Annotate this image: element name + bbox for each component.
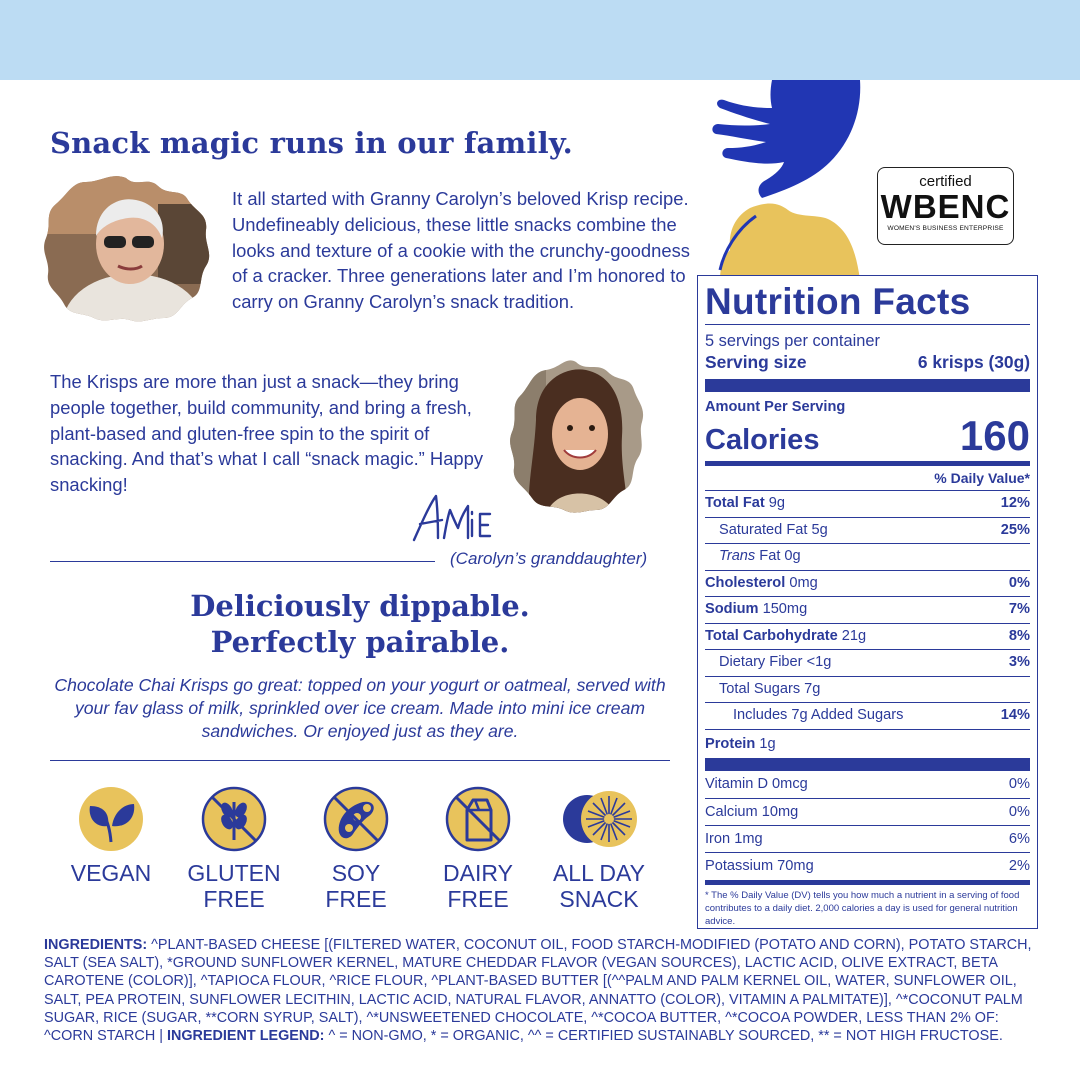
dietary-badges (62, 786, 662, 916)
badge-soy-free-line-1: SOY (331, 860, 381, 886)
calories-label: Calories (705, 424, 820, 456)
dippable-heading (50, 588, 670, 660)
dippable-heading-line-2: Perfectly pairable. (210, 625, 510, 659)
badge-all-day-snack (544, 786, 654, 912)
wbenc-certified-text: certified (919, 173, 972, 190)
saturated-fat-row (705, 517, 1030, 544)
wbenc-subtitle: WOMEN'S BUSINESS ENTERPRISE (887, 225, 1004, 232)
servings-per-container: 5 servings per container (705, 332, 880, 350)
pairing-paragraph: Chocolate Chai Krisps go great: topped on your yogurt or oatmeal, served with your fav glass of milk, sprinkled over ice cream. Made into mini ice cream sandwiches. Or enjoyed just as they are. (54, 675, 666, 741)
nutrition-footnote: * The % Daily Value (DV) tells you how much a nutrient in a serving of food contributes to a daily diet. 2,000 calories a day is used for general nutrition advice. (705, 889, 1020, 927)
total-fat-amount: 9g (768, 495, 786, 511)
amie-portrait-photo (506, 360, 646, 516)
potassium-label: Potassium 70mg (705, 857, 814, 874)
dippable-heading-line-1: Deliciously dippable. (190, 589, 530, 623)
iron-row (705, 825, 1030, 852)
serving-size-row (705, 351, 1030, 373)
calcium-dv: 0% (1008, 803, 1030, 820)
wbenc-name: WBENC (880, 188, 1011, 225)
hand-holding-krisp-illustration (680, 80, 880, 280)
pairing-divider (50, 760, 670, 761)
total-carbohydrate-amount: 21g (841, 627, 867, 644)
protein-label: Protein (705, 735, 756, 752)
serving-size-value: 6 krisps (30g) (917, 352, 1030, 372)
no-soy-icon (323, 786, 389, 852)
calcium-row (705, 798, 1030, 825)
signature-caption: (Carolyn’s granddaughter) (450, 549, 648, 568)
total-carbohydrate-dv: 8% (1008, 627, 1030, 644)
sun-moon-icon (557, 786, 641, 852)
no-wheat-icon (201, 786, 267, 852)
added-sugars-dv: 14% (1000, 707, 1030, 723)
story-paragraph-2: The Krisps are more than just a snack—they bring people together, build community, and bring a fresh, plant-based and gluten-free spin to the spirit of snacking. And that’s what I call “snack magic.” Happy snacking! (50, 371, 484, 496)
badge-all-day-line-2: SNACK (559, 886, 639, 912)
leaf-icon (78, 786, 144, 852)
added-sugars-row (705, 702, 1030, 729)
daily-value-header: % Daily Value* (934, 470, 1030, 486)
badge-dairy-free-line-1: DAIRY (443, 860, 513, 886)
protein-amount: 1g (759, 735, 776, 752)
dietary-fiber-dv: 3% (1008, 654, 1030, 670)
nutrition-title: Nutrition Facts (705, 281, 971, 322)
sodium-dv: 7% (1008, 601, 1030, 617)
granny-carolyn-photo (38, 174, 214, 324)
saturated-fat-dv: 25% (1000, 521, 1030, 538)
top-color-band (0, 0, 1080, 80)
badge-dairy-free-line-2: FREE (447, 886, 509, 912)
family-heading: Snack magic runs in our family. (50, 126, 573, 160)
calories-value: 160 (959, 412, 1030, 459)
total-fat-row (705, 490, 1030, 517)
badge-gluten-free-line-2: FREE (203, 886, 265, 912)
badge-gluten-free (179, 786, 289, 912)
ingredient-legend-text: ^ = NON-GMO, * = ORGANIC, ^^ = CERTIFIED SUSTAINABLY SOURCED, ** = NOT HIGH FRUCTOSE. (324, 1028, 1003, 1045)
ingredients-block (44, 936, 1044, 1045)
protein-row (705, 729, 1030, 758)
no-milk-carton-icon (445, 786, 511, 852)
badge-vegan-label: VEGAN (70, 860, 152, 886)
badge-soy-free (301, 786, 411, 912)
total-fat-label: Total Fat (705, 495, 765, 511)
dietary-fiber-row (705, 649, 1030, 676)
total-carbohydrate-label: Total Carbohydrate (705, 627, 838, 644)
badge-all-day-line-1: ALL DAY (552, 860, 646, 886)
saturated-fat-label: Saturated Fat 5g (719, 521, 828, 538)
cholesterol-amount: 0mg (789, 574, 818, 591)
trans-fat-italic: Trans (719, 548, 756, 564)
serving-size-label: Serving size (705, 352, 807, 372)
amie-signature (408, 492, 492, 544)
cholesterol-row (705, 570, 1030, 597)
badge-vegan (56, 786, 166, 886)
signature-divider (50, 561, 435, 562)
vitamin-d-dv: 0% (1008, 775, 1030, 792)
trans-fat-row (705, 543, 1030, 570)
badge-soy-free-line-2: FREE (325, 886, 387, 912)
sodium-label: Sodium (705, 601, 759, 617)
iron-label: Iron 1mg (705, 830, 763, 847)
trans-fat-label: Fat 0g (755, 548, 801, 564)
ingredients-text: ^PLANT-BASED CHEESE [(FILTERED WATER, COCONUT OIL, FOOD STARCH-MODIFIED (POTATO AND CORN), POTATO STARCH, SALT (SEA SALT), *GROUND SUNFLOWER KERNEL, MATURE CHEDDAR FLAVOR (VEGAN SOURCES), LACTIC ACID, OLIVE EXTRACT, BETA CAROTENE (COLOR)], ^TAPIOCA FLOUR, ^RICE FLOUR, ^PLANT-BASED BUTTER [(^^PALM AND PALM KERNEL OIL, WATER, SUNFLOWER OIL, SALT, PEA PROTEIN, SUNFLOWER LECITHIN, LACTIC ACID, NATURAL FLAVOR, ANNATTO (COLOR), VITAMIN A PALMITATE)], ^*COCONUT PALM SUGAR, RICE (SUGAR, **CORN SYRUP, SALT), ^*UNSWEETENED CHOCOLATE, ^*COCOA BUTTER, ^*COCOA POWDER, LESS THAN 2% OF: ^CORN STARCH | (44, 937, 1032, 1045)
potassium-dv: 2% (1008, 857, 1030, 874)
total-fat-dv: 12% (1000, 495, 1030, 511)
vitamin-d-label: Vitamin D 0mcg (705, 775, 808, 792)
calories-row (705, 412, 1030, 459)
ingredients-label: INGREDIENTS: (44, 937, 148, 953)
ingredient-legend-label: INGREDIENT LEGEND: (166, 1028, 325, 1045)
amount-per-serving: Amount Per Serving (705, 399, 846, 415)
total-sugars-row (705, 676, 1030, 703)
badge-gluten-free-line-1: GLUTEN (187, 860, 281, 886)
story-paragraph-1: It all started with Granny Carolyn’s beloved Krisp recipe. Undefineably delicious, these little snacks combine the looks and texture of a cookie with the crunchy-goodness of a cracker. Three generations later and I’m honored to carry on Granny Carolyn’s snack tradition. (232, 188, 690, 313)
badge-dairy-free (423, 786, 533, 912)
vitamin-d-row (705, 771, 1030, 798)
added-sugars-label: Includes 7g Added Sugars (733, 707, 904, 723)
potassium-row (705, 852, 1030, 880)
cholesterol-dv: 0% (1008, 574, 1030, 591)
calcium-label: Calcium 10mg (705, 803, 799, 820)
sodium-amount: 150mg (762, 601, 808, 617)
sodium-row (705, 596, 1030, 623)
nutrition-facts-panel (697, 275, 1038, 929)
total-carbohydrate-row (705, 623, 1030, 650)
iron-dv: 6% (1008, 830, 1030, 847)
wbenc-certification-badge (877, 167, 1014, 245)
dietary-fiber-label: Dietary Fiber <1g (719, 654, 832, 670)
total-sugars-label: Total Sugars 7g (719, 680, 821, 697)
cholesterol-label: Cholesterol (705, 574, 786, 591)
